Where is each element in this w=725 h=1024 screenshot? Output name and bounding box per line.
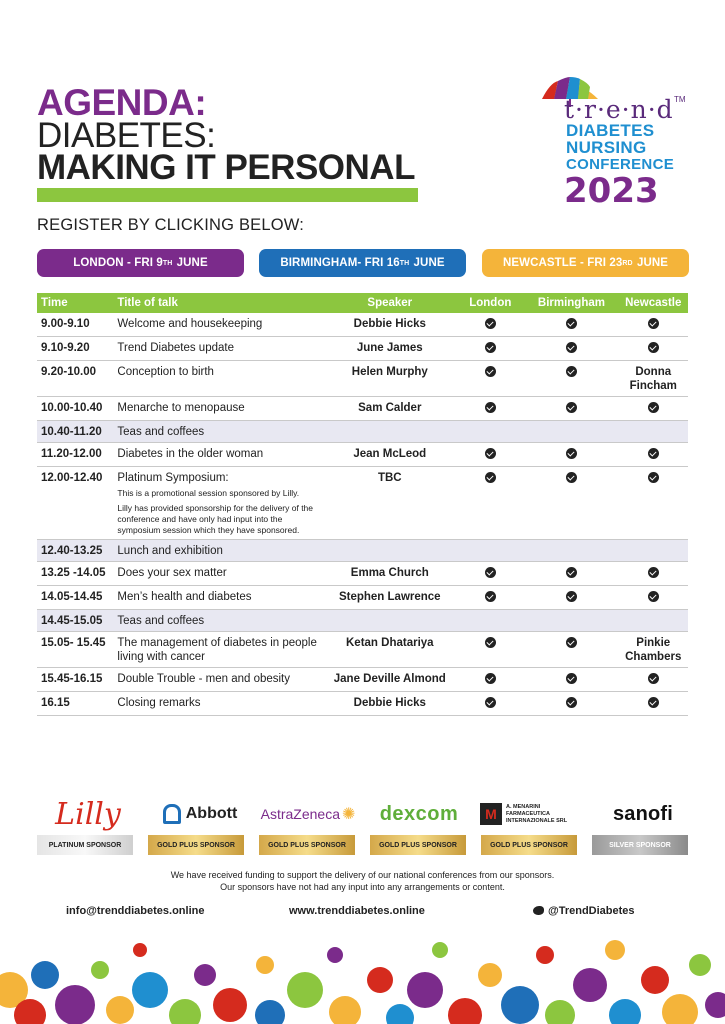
newcastle-button-month: JUNE [633, 257, 669, 269]
session-speaker: TBC [323, 467, 456, 540]
check-circle-icon [566, 697, 577, 708]
table-row [37, 361, 688, 397]
session-title-text: Closing remarks [117, 697, 201, 709]
venue-cell [618, 337, 688, 361]
venue-cell [524, 313, 618, 337]
gold-plus-sponsor-badge: GOLD PLUS SPONSOR [481, 835, 577, 855]
check-circle-icon [648, 697, 659, 708]
session-time: 15.45-16.15 [37, 668, 113, 692]
platinum-sponsor-badge: PLATINUM SPONSOR [37, 835, 133, 855]
session-time: 12.00-12.40 [37, 467, 113, 540]
header-newcastle: Newcastle [618, 293, 688, 313]
venue-cell [524, 632, 618, 668]
venue-cell [524, 668, 618, 692]
venue-cell [618, 692, 688, 716]
venue-cell [618, 397, 688, 421]
check-circle-icon [566, 448, 577, 459]
venue-cell [524, 421, 618, 443]
session-title [113, 313, 323, 337]
check-circle-icon [648, 591, 659, 602]
table-row [37, 337, 688, 361]
venue-cell [618, 443, 688, 467]
header-london: London [456, 293, 524, 313]
check-circle-icon [485, 697, 496, 708]
venue-cell [618, 586, 688, 610]
twitter-icon [533, 906, 544, 915]
session-time: 9.10-9.20 [37, 337, 113, 361]
session-speaker [323, 610, 456, 632]
table-row [37, 397, 688, 421]
newcastle-button-text: NEWCASTLE - FRI 23 [502, 257, 623, 269]
venue-cell [618, 540, 688, 562]
session-title-text: Lunch and exhibition [117, 545, 223, 557]
venue-cell [524, 610, 618, 632]
session-time: 14.05-14.45 [37, 586, 113, 610]
session-speaker: Emma Church [323, 562, 456, 586]
session-title [113, 562, 323, 586]
header-time: Time [37, 293, 113, 313]
session-title-text: Teas and coffees [117, 426, 205, 438]
check-circle-icon [566, 591, 577, 602]
header-speaker: Speaker [323, 293, 456, 313]
session-title [113, 443, 323, 467]
venue-cell [456, 313, 524, 337]
check-circle-icon [566, 567, 577, 578]
venue-cell [618, 610, 688, 632]
session-title [113, 361, 323, 397]
table-row [37, 586, 688, 610]
check-circle-icon [566, 637, 577, 648]
venue-cell [524, 692, 618, 716]
dexcom-logo: dexcom [379, 802, 459, 825]
alternate-speaker: Donna Fincham [629, 366, 677, 392]
check-circle-icon [566, 402, 577, 413]
session-title [113, 467, 323, 540]
venue-cell [456, 692, 524, 716]
agenda-body [37, 313, 688, 716]
venue-cell [456, 361, 524, 397]
table-row [37, 610, 688, 632]
session-time: 15.05- 15.45 [37, 632, 113, 668]
venue-cell [456, 610, 524, 632]
register-newcastle-button[interactable] [482, 249, 689, 277]
session-title-text: Platinum Symposium: [117, 472, 229, 484]
abbott-logo [155, 796, 245, 832]
register-birmingham-button[interactable] [259, 249, 466, 277]
table-row [37, 692, 688, 716]
session-time: 14.45-15.05 [37, 610, 113, 632]
menarini-line-1: A. MENARINI [506, 803, 541, 810]
venue-cell [456, 668, 524, 692]
session-time: 9.00-9.10 [37, 313, 113, 337]
venue-cell [524, 467, 618, 540]
session-title-text: Double Trouble - men and obesity [117, 673, 291, 685]
check-circle-icon [485, 448, 496, 459]
check-circle-icon [566, 366, 577, 377]
session-time: 9.20-10.00 [37, 361, 113, 397]
abbott-name: Abbott [185, 805, 238, 822]
gold-plus-sponsor-badge: GOLD PLUS SPONSOR [259, 835, 355, 855]
venue-cell [618, 562, 688, 586]
session-time: 10.00-10.40 [37, 397, 113, 421]
logo-line-2: NURSING [566, 138, 647, 157]
table-header-row [37, 293, 688, 313]
silver-sponsor-badge: SILVER SPONSOR [592, 835, 688, 855]
session-time: 13.25 -14.05 [37, 562, 113, 586]
session-speaker: Jean McLeod [323, 443, 456, 467]
check-circle-icon [566, 342, 577, 353]
venue-cell [524, 443, 618, 467]
astrazeneca-logo [258, 796, 358, 832]
trend-conference-logo [540, 77, 695, 212]
session-title-text: Menarche to menopause [117, 402, 245, 414]
check-circle-icon [648, 673, 659, 684]
twitter-handle: @TrendDiabetes [548, 905, 635, 917]
contact-twitter-link[interactable] [533, 905, 635, 917]
session-speaker: Helen Murphy [323, 361, 456, 397]
session-speaker: Sam Calder [323, 397, 456, 421]
session-title-text: Welcome and housekeeping [117, 318, 263, 330]
check-circle-icon [648, 318, 659, 329]
session-speaker: Debbie Hicks [323, 313, 456, 337]
session-title-text: Does your sex matter [117, 567, 227, 579]
session-title-text: Trend Diabetes update [117, 342, 234, 354]
register-london-button[interactable] [37, 249, 244, 277]
agenda-subtitle-2: MAKING IT PERSONAL [37, 148, 415, 187]
check-circle-icon [485, 591, 496, 602]
menarini-mark-icon: M [480, 803, 502, 825]
agenda-title: AGENDA: [37, 82, 207, 123]
astrazeneca-name: AstraZeneca [260, 806, 340, 822]
newcastle-button-sup: RD [622, 259, 633, 267]
menarini-name [506, 804, 567, 825]
logo-brand: t·r·e·n·d [564, 95, 674, 124]
funding-line-2: Our sponsors have not had any input into any arrangements or content. [220, 882, 505, 892]
session-title [113, 692, 323, 716]
session-title [113, 397, 323, 421]
logo-line-1: DIABETES [566, 121, 655, 140]
table-row [37, 540, 688, 562]
contact-website-link[interactable]: www.trenddiabetes.online [289, 905, 425, 917]
alternate-speaker: Pinkie Chambers [625, 637, 682, 663]
birmingham-button-month: JUNE [410, 257, 445, 269]
venue-cell [618, 421, 688, 443]
header-title: Title of talk [113, 293, 323, 313]
table-row [37, 562, 688, 586]
birmingham-button-sup: TH [399, 259, 410, 267]
session-time: 12.40-13.25 [37, 540, 113, 562]
check-circle-icon [648, 472, 659, 483]
venue-cell [524, 540, 618, 562]
venue-cell [456, 443, 524, 467]
check-circle-icon [485, 673, 496, 684]
session-title-text: Men’s health and diabetes [117, 591, 252, 603]
session-title [113, 610, 323, 632]
abbott-mark-icon [163, 804, 181, 824]
check-circle-icon [566, 318, 577, 329]
check-circle-icon [648, 402, 659, 413]
table-row [37, 421, 688, 443]
agenda-subtitle-1: DIABETES: [37, 116, 216, 155]
venue-cell [618, 313, 688, 337]
menarini-logo [480, 796, 590, 832]
session-title [113, 632, 323, 668]
sanofi-logo: sanofi [612, 802, 674, 825]
venue-cell [524, 586, 618, 610]
session-note: Lilly has provided sponsorship for the delivery of the conference and have only had input into the symposium session which they have sponsored. [117, 503, 314, 535]
check-circle-icon [485, 342, 496, 353]
venue-cell [456, 467, 524, 540]
check-circle-icon [648, 567, 659, 578]
session-speaker [323, 421, 456, 443]
session-time: 11.20-12.00 [37, 443, 113, 467]
session-title [113, 337, 323, 361]
agenda-table [37, 293, 688, 716]
venue-cell [524, 397, 618, 421]
venue-cell [456, 586, 524, 610]
london-button-month: JUNE [173, 257, 208, 269]
table-row [37, 668, 688, 692]
session-title [113, 668, 323, 692]
session-title [113, 586, 323, 610]
venue-cell [456, 632, 524, 668]
venue-cell [524, 562, 618, 586]
logo-line-3: CONFERENCE [566, 156, 675, 173]
check-circle-icon [485, 318, 496, 329]
logo-year: 2023 [564, 171, 659, 211]
session-title-text: Diabetes in the older woman [117, 448, 264, 460]
london-button-text: LONDON - FRI 9 [73, 257, 163, 269]
venue-cell [618, 632, 688, 668]
session-speaker: Debbie Hicks [323, 692, 456, 716]
table-row [37, 632, 688, 668]
gold-plus-sponsor-badge: GOLD PLUS SPONSOR [148, 835, 244, 855]
session-title-text: Teas and coffees [117, 615, 205, 627]
check-circle-icon [485, 637, 496, 648]
session-speaker [323, 540, 456, 562]
check-circle-icon [485, 472, 496, 483]
check-circle-icon [485, 366, 496, 377]
gold-plus-sponsor-badge: GOLD PLUS SPONSOR [370, 835, 466, 855]
session-title-text: The management of diabetes in people living with cancer [117, 637, 317, 663]
table-row [37, 313, 688, 337]
title-underline [37, 188, 418, 202]
header-birmingham: Birmingham [524, 293, 618, 313]
venue-cell [618, 668, 688, 692]
session-time: 10.40-11.20 [37, 421, 113, 443]
session-speaker: June James [323, 337, 456, 361]
logo-tm: TM [674, 95, 686, 104]
venue-cell [456, 337, 524, 361]
menarini-line-3: INTERNAZIONALE SRL [506, 817, 568, 824]
contact-email-link[interactable]: info@trenddiabetes.online [66, 905, 205, 917]
decorative-dots-border [0, 920, 725, 1024]
session-title-text: Conception to birth [117, 366, 214, 378]
session-speaker: Jane Deville Almond [323, 668, 456, 692]
london-button-sup: TH [162, 259, 173, 267]
astrazeneca-symbol-icon: ✺ [341, 806, 356, 823]
venue-cell [456, 397, 524, 421]
check-circle-icon [648, 342, 659, 353]
venue-cell [524, 337, 618, 361]
funding-line-1: We have received funding to support the delivery of our national conferences from our sponsors. [170, 870, 555, 880]
lilly-logo: Lilly [55, 796, 121, 832]
check-circle-icon [648, 448, 659, 459]
check-circle-icon [566, 472, 577, 483]
session-note: This is a promotional session sponsored by Lilly. [117, 488, 300, 498]
table-row [37, 443, 688, 467]
venue-cell [456, 540, 524, 562]
venue-cell [456, 421, 524, 443]
birmingham-button-text: BIRMINGHAM- FRI 16 [280, 257, 400, 269]
venue-cell [618, 361, 688, 397]
funding-statement [0, 869, 725, 893]
menarini-line-2: FARMACEUTICA [506, 810, 550, 817]
check-circle-icon [566, 673, 577, 684]
venue-cell [524, 361, 618, 397]
venue-cell [618, 467, 688, 540]
session-speaker: Stephen Lawrence [323, 586, 456, 610]
check-circle-icon [485, 402, 496, 413]
check-circle-icon [485, 567, 496, 578]
session-speaker: Ketan Dhatariya [323, 632, 456, 668]
session-title [113, 540, 323, 562]
session-time: 16.15 [37, 692, 113, 716]
session-title [113, 421, 323, 443]
register-label: REGISTER BY CLICKING BELOW: [37, 216, 305, 234]
venue-cell [456, 562, 524, 586]
table-row [37, 467, 688, 540]
